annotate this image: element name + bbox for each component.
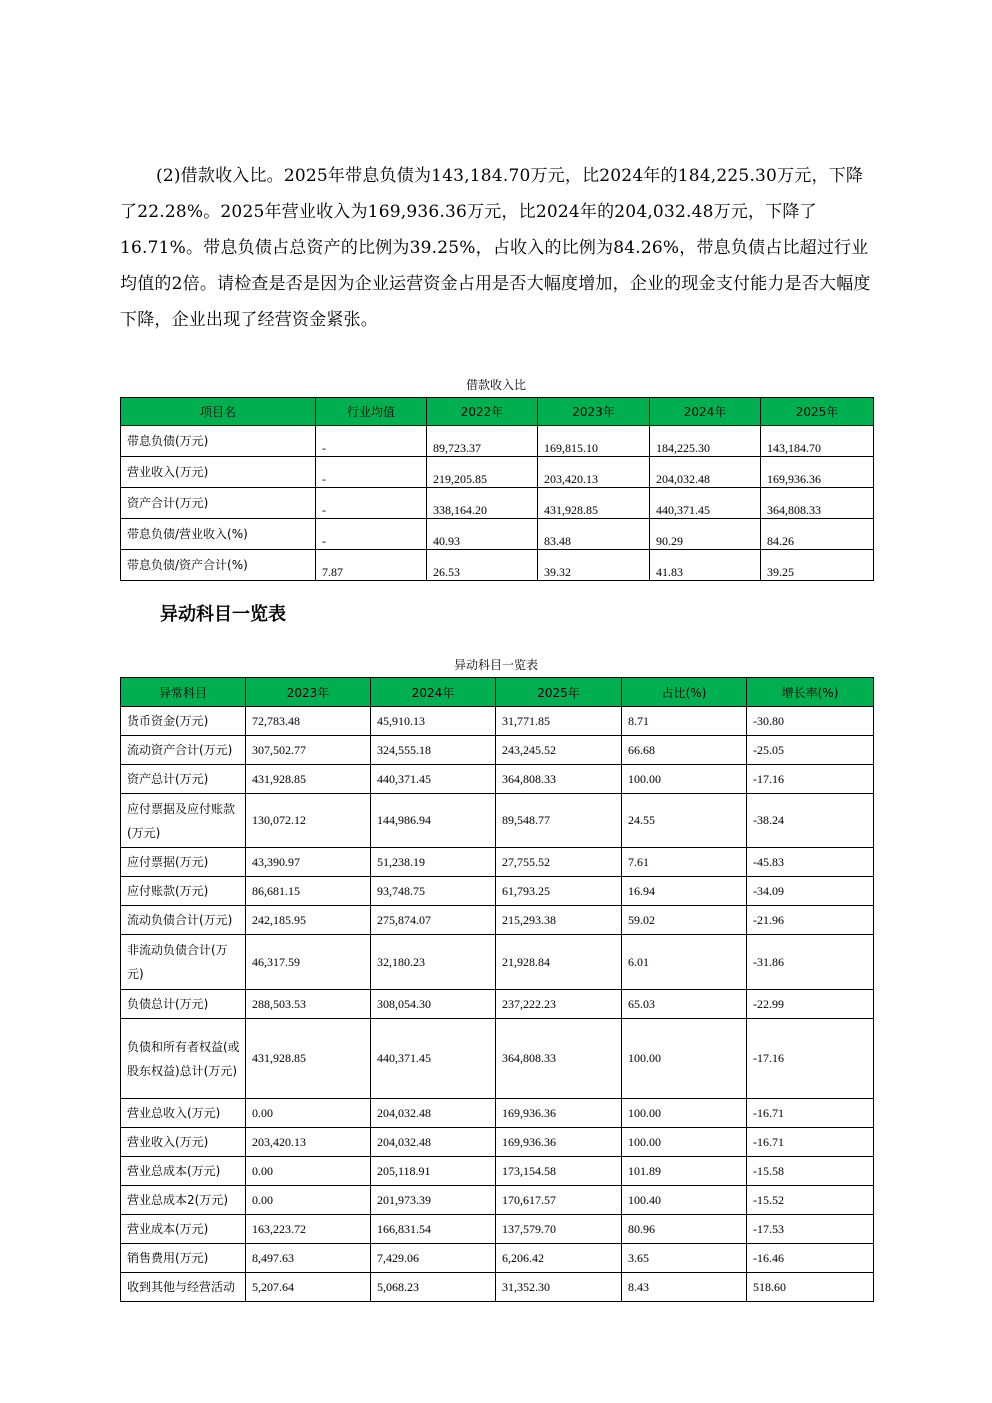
value-cell: -15.58 [747, 1157, 874, 1186]
table-row [121, 1128, 874, 1157]
value-cell: 338,164.20 [427, 488, 538, 519]
value-cell: 163,223.72 [246, 1215, 371, 1244]
value-cell: 31,352.30 [496, 1273, 622, 1302]
value-cell: -34.09 [747, 877, 874, 906]
row-label-cell: 流动资产合计(万元) [121, 736, 246, 765]
value-cell: 72,783.48 [246, 707, 371, 736]
value-cell: 100.40 [622, 1186, 747, 1215]
value-cell: 173,154.58 [496, 1157, 622, 1186]
header-cell: 2023年 [246, 678, 371, 707]
table-header-row [121, 678, 874, 707]
row-label-cell: 资产总计(万元) [121, 765, 246, 794]
value-cell: 32,180.23 [371, 935, 496, 990]
value-cell: 51,238.19 [371, 848, 496, 877]
row-label-cell: 货币资金(万元) [121, 707, 246, 736]
row-label-cell: 营业收入(万元) [121, 1128, 246, 1157]
header-cell: 2025年 [496, 678, 622, 707]
row-label-cell: 营业成本(万元) [121, 1215, 246, 1244]
table-row [121, 1019, 874, 1099]
value-cell: 166,831.54 [371, 1215, 496, 1244]
value-cell: 41.83 [650, 550, 761, 581]
value-cell: 275,874.07 [371, 906, 496, 935]
section-title: 异动科目一览表 [160, 604, 286, 625]
value-cell: 5,068.23 [371, 1273, 496, 1302]
table-row [121, 426, 874, 457]
header-cell: 项目名 [121, 398, 316, 426]
header-cell: 2023年 [538, 398, 650, 426]
value-cell: 143,184.70 [761, 426, 874, 457]
value-cell: -21.96 [747, 906, 874, 935]
value-cell: 46,317.59 [246, 935, 371, 990]
value-cell: -22.99 [747, 990, 874, 1019]
value-cell: 308,054.30 [371, 990, 496, 1019]
value-cell: -15.52 [747, 1186, 874, 1215]
table-row [121, 550, 874, 581]
value-cell: 39.25 [761, 550, 874, 581]
value-cell: 518.60 [747, 1273, 874, 1302]
value-cell: 24.55 [622, 794, 747, 848]
header-cell: 2024年 [650, 398, 761, 426]
value-cell: - [316, 488, 427, 519]
header-cell: 2022年 [427, 398, 538, 426]
value-cell: 6.01 [622, 935, 747, 990]
value-cell: 431,928.85 [246, 1019, 371, 1099]
value-cell: 237,222.23 [496, 990, 622, 1019]
value-cell: 0.00 [246, 1157, 371, 1186]
row-label-cell: 营业总成本2(万元) [121, 1186, 246, 1215]
value-cell: 66.68 [622, 736, 747, 765]
value-cell: 31,771.85 [496, 707, 622, 736]
value-cell: 170,617.57 [496, 1186, 622, 1215]
value-cell: 130,072.12 [246, 794, 371, 848]
header-cell: 占比(%) [622, 678, 747, 707]
row-label-cell: 营业总成本(万元) [121, 1157, 246, 1186]
value-cell: 6,206.42 [496, 1244, 622, 1273]
value-cell: - [316, 457, 427, 488]
value-cell: 243,245.52 [496, 736, 622, 765]
abnormal-items-table [120, 677, 874, 1302]
row-label-cell: 非流动负债合计(万元) [121, 935, 246, 990]
row-label-cell: 带息负债/资产合计(%) [121, 550, 316, 581]
header-cell: 增长率(%) [747, 678, 874, 707]
value-cell: 215,293.38 [496, 906, 622, 935]
value-cell: 364,808.33 [496, 1019, 622, 1099]
table-row [121, 736, 874, 765]
value-cell: -30.80 [747, 707, 874, 736]
value-cell: 7.87 [316, 550, 427, 581]
value-cell: -38.24 [747, 794, 874, 848]
row-label-cell: 带息负债(万元) [121, 426, 316, 457]
value-cell: 204,032.48 [371, 1128, 496, 1157]
value-cell: 61,793.25 [496, 877, 622, 906]
value-cell: 169,936.36 [496, 1128, 622, 1157]
value-cell: -45.83 [747, 848, 874, 877]
body-paragraph [120, 158, 872, 338]
header-cell: 行业均值 [316, 398, 427, 426]
row-label-cell: 流动负债合计(万元) [121, 906, 246, 935]
value-cell: 307,502.77 [246, 736, 371, 765]
value-cell: 8.43 [622, 1273, 747, 1302]
value-cell: 59.02 [622, 906, 747, 935]
value-cell: - [316, 426, 427, 457]
value-cell: 169,936.36 [496, 1099, 622, 1128]
value-cell: 21,928.84 [496, 935, 622, 990]
value-cell: 169,815.10 [538, 426, 650, 457]
table1-caption: 借款收入比 [465, 378, 526, 392]
value-cell: -16.71 [747, 1099, 874, 1128]
table-row [121, 794, 874, 848]
value-cell: -25.05 [747, 736, 874, 765]
value-cell: 440,371.45 [371, 1019, 496, 1099]
value-cell: 80.96 [622, 1215, 747, 1244]
table-row [121, 1244, 874, 1273]
row-label-cell: 带息负债/营业收入(%) [121, 519, 316, 550]
value-cell: -17.16 [747, 1019, 874, 1099]
value-cell: 144,986.94 [371, 794, 496, 848]
value-cell: 27,755.52 [496, 848, 622, 877]
table-row [121, 488, 874, 519]
value-cell: 440,371.45 [371, 765, 496, 794]
row-label-cell: 负债总计(万元) [121, 990, 246, 1019]
row-label-cell: 应付票据及应付账款(万元) [121, 794, 246, 848]
header-cell: 异常科目 [121, 678, 246, 707]
value-cell: 100.00 [622, 765, 747, 794]
value-cell: 184,225.30 [650, 426, 761, 457]
row-label-cell: 负债和所有者权益(或股东权益)总计(万元) [121, 1019, 246, 1099]
value-cell: 26.53 [427, 550, 538, 581]
table-row [121, 906, 874, 935]
value-cell: 364,808.33 [761, 488, 874, 519]
value-cell: 84.26 [761, 519, 874, 550]
value-cell: -16.46 [747, 1244, 874, 1273]
table-row [121, 765, 874, 794]
value-cell: 169,936.36 [761, 457, 874, 488]
header-cell: 2024年 [371, 678, 496, 707]
row-label-cell: 收到其他与经营活动 [121, 1273, 246, 1302]
value-cell: 364,808.33 [496, 765, 622, 794]
value-cell: 3.65 [622, 1244, 747, 1273]
value-cell: 89,723.37 [427, 426, 538, 457]
value-cell: -31.86 [747, 935, 874, 990]
value-cell: 204,032.48 [650, 457, 761, 488]
table-row [121, 848, 874, 877]
row-label-cell: 应付票据(万元) [121, 848, 246, 877]
value-cell: 8.71 [622, 707, 747, 736]
value-cell: 203,420.13 [246, 1128, 371, 1157]
value-cell: 137,579.70 [496, 1215, 622, 1244]
value-cell: 203,420.13 [538, 457, 650, 488]
value-cell: 16.94 [622, 877, 747, 906]
paragraph-text: (2)借款收入比。2025年带息负债为143,184.70万元，比2024年的184,225.30万元，下降了22.28%。2025年营业收入为169,936.36万元，比2024年的204,032.48万元，下降了16.71%。带息负债占总资产的比例为39.25%，占收入的比例为84.26%，带息负债占比超过行业均值的2倍。请检查是否是因为企业运营资金占用是否大幅度增加，企业的现金支付能力是否大幅度下降，企业出现了经营资金紧张。 [120, 166, 871, 330]
value-cell: - [316, 519, 427, 550]
value-cell: 40.93 [427, 519, 538, 550]
value-cell: 43,390.97 [246, 848, 371, 877]
table2-caption: 异动科目一览表 [453, 658, 538, 672]
value-cell: 8,497.63 [246, 1244, 371, 1273]
value-cell: 7.61 [622, 848, 747, 877]
value-cell: 100.00 [622, 1099, 747, 1128]
value-cell: -17.53 [747, 1215, 874, 1244]
value-cell: 101.89 [622, 1157, 747, 1186]
borrowing-income-table [120, 397, 874, 581]
value-cell: 65.03 [622, 990, 747, 1019]
table-header-row [121, 398, 874, 426]
table-row [121, 1157, 874, 1186]
row-label-cell: 应付账款(万元) [121, 877, 246, 906]
value-cell: 440,371.45 [650, 488, 761, 519]
table-row [121, 1273, 874, 1302]
table-row [121, 990, 874, 1019]
value-cell: 100.00 [622, 1019, 747, 1099]
value-cell: 204,032.48 [371, 1099, 496, 1128]
value-cell: 83.48 [538, 519, 650, 550]
value-cell: 5,207.64 [246, 1273, 371, 1302]
header-cell: 2025年 [761, 398, 874, 426]
value-cell: 7,429.06 [371, 1244, 496, 1273]
value-cell: 93,748.75 [371, 877, 496, 906]
table-row [121, 935, 874, 990]
table-row [121, 877, 874, 906]
value-cell: 0.00 [246, 1099, 371, 1128]
table-row [121, 707, 874, 736]
value-cell: -16.71 [747, 1128, 874, 1157]
value-cell: 45,910.13 [371, 707, 496, 736]
value-cell: 0.00 [246, 1186, 371, 1215]
value-cell: 288,503.53 [246, 990, 371, 1019]
row-label-cell: 营业收入(万元) [121, 457, 316, 488]
value-cell: 89,548.77 [496, 794, 622, 848]
table-row [121, 1186, 874, 1215]
row-label-cell: 销售费用(万元) [121, 1244, 246, 1273]
table-row [121, 1099, 874, 1128]
value-cell: 324,555.18 [371, 736, 496, 765]
row-label-cell: 资产合计(万元) [121, 488, 316, 519]
table-row [121, 519, 874, 550]
value-cell: 39.32 [538, 550, 650, 581]
value-cell: 431,928.85 [538, 488, 650, 519]
table-row [121, 1215, 874, 1244]
row-label-cell: 营业总收入(万元) [121, 1099, 246, 1128]
table-row [121, 457, 874, 488]
value-cell: 86,681.15 [246, 877, 371, 906]
value-cell: 242,185.95 [246, 906, 371, 935]
value-cell: -17.16 [747, 765, 874, 794]
value-cell: 90.29 [650, 519, 761, 550]
value-cell: 205,118.91 [371, 1157, 496, 1186]
value-cell: 219,205.85 [427, 457, 538, 488]
value-cell: 431,928.85 [246, 765, 371, 794]
value-cell: 201,973.39 [371, 1186, 496, 1215]
value-cell: 100.00 [622, 1128, 747, 1157]
